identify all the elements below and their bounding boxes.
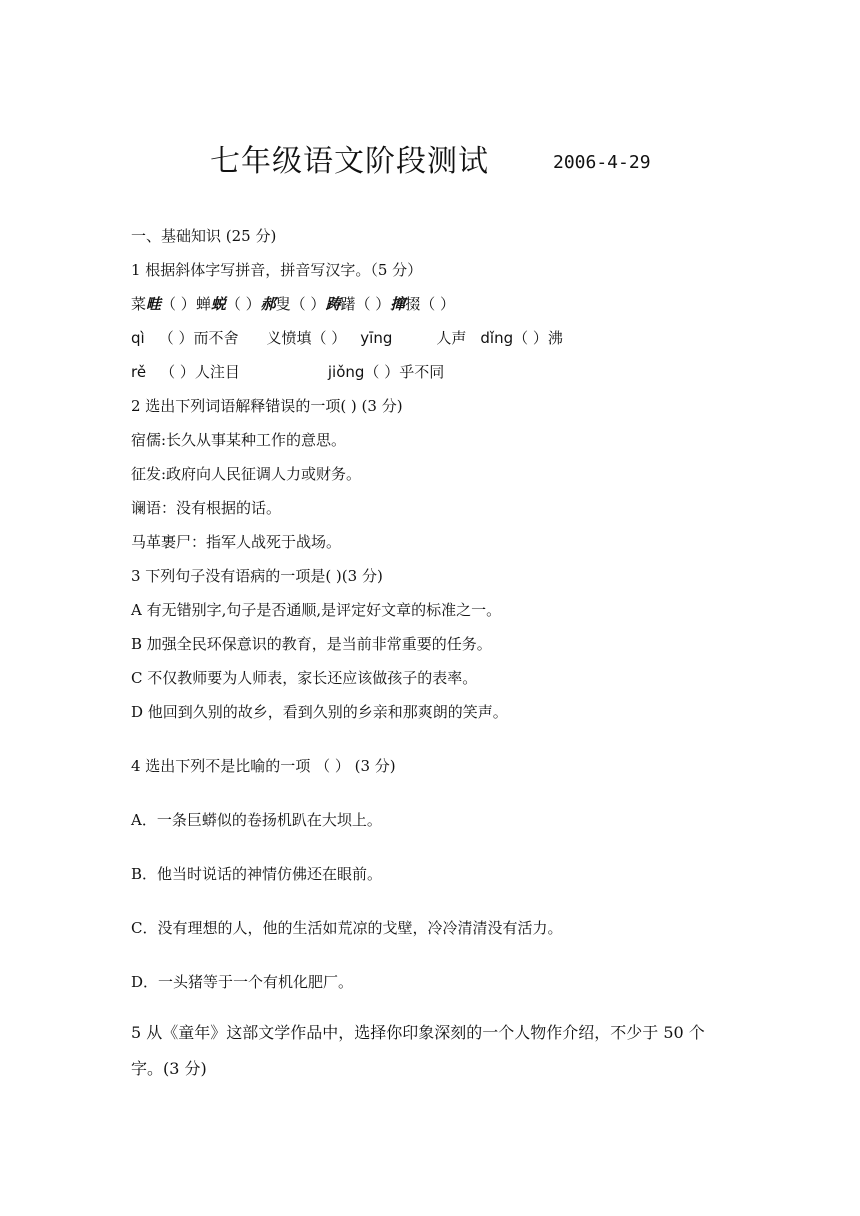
- q1-r1-c-suffix: 叟: [275, 295, 291, 313]
- q1-r3-a-blank: （ ）: [160, 363, 195, 381]
- question-2-item-text: 谰语：没有根据的话。: [131, 499, 282, 517]
- question-4-option-text: C．没有理想的人，他的生活如荒凉的戈壁，冷冷清清没有活力。: [131, 919, 563, 937]
- q1-r2-d-pinyin: dǐng: [480, 329, 514, 347]
- q1-r1-d-blank: （ ）: [355, 295, 391, 313]
- question-4-option-text: D．一头猪等于一个有机化肥厂。: [131, 973, 354, 991]
- question-3-prompt: [131, 564, 731, 598]
- question-4-prompt: [131, 754, 731, 808]
- section-heading-text: 一、基础知识 (25 分): [131, 227, 277, 245]
- section-basic-knowledge: [131, 224, 731, 1024]
- q1-r1-c-char: 郝: [260, 295, 276, 313]
- question-4-option: [131, 862, 731, 916]
- q1-r1-b-char: 蜕: [210, 295, 226, 313]
- question-3-option-text: A 有无错别字,句子是否通顺,是评定好文章的标准之一。: [131, 601, 502, 619]
- q1-r2-a-suffix: 而不舍: [193, 329, 239, 347]
- question-3-option: [131, 666, 731, 700]
- question-2-item-text: 征发:政府向人民征调人力或财务。: [131, 465, 362, 483]
- q1-r2-b-prefix: 义愤填: [266, 329, 312, 347]
- title-row: [0, 142, 860, 190]
- question-2-prompt-text: 2 选出下列词语解释错误的一项( ) (3 分): [131, 397, 403, 415]
- question-4-option-text: A．一条巨蟒似的卷扬机趴在大坝上。: [131, 811, 382, 829]
- q1-r2-a-blank: （ ）: [158, 329, 194, 347]
- q1-r2-d-blank: （ ）: [513, 329, 548, 347]
- q1-r2-d-suffix: 沸: [547, 329, 563, 347]
- question-3-option-text: B 加强全民环保意识的教育，是当前非常重要的任务。: [131, 635, 492, 653]
- question-1-row-1: [131, 292, 731, 326]
- page-title: 七年级语文阶段测试: [210, 144, 489, 179]
- question-4-prompt-text: 4 选出下列不是比喻的一项 （ ） (3 分): [131, 757, 396, 775]
- question-2-item-text: 宿儒:长久从事某种工作的意思。: [131, 431, 347, 449]
- question-2-item: [131, 496, 731, 530]
- test-date: 2006-4-29: [553, 152, 651, 173]
- question-2-item: [131, 530, 731, 564]
- question-3-option-text: C 不仅教师要为人师表，家长还应该做孩子的表率。: [131, 669, 478, 687]
- question-3-option: [131, 632, 731, 666]
- q1-r3-b-suffix: 乎不同: [399, 363, 445, 381]
- q1-r1-b-prefix: 蝉: [195, 295, 211, 313]
- question-2-item: [131, 462, 731, 496]
- question-4-option: [131, 808, 731, 862]
- q1-r2-a-pinyin: qì: [131, 329, 145, 347]
- q1-r1-e-suffix: 掇: [405, 295, 421, 313]
- q1-r1-b-blank: （ ）: [225, 295, 261, 313]
- question-1-prompt-text: 1 根据斜体字写拼音，拼音写汉字。（5 分）: [131, 261, 423, 279]
- question-5: [131, 1015, 731, 1087]
- q1-r1-a-char: 畦: [146, 295, 162, 313]
- q1-r1-c-blank: （ ）: [290, 295, 326, 313]
- q1-r3-a-pinyin: rě: [131, 363, 147, 381]
- question-5-prompt-text: 5 从《童年》这部文学作品中，选择你印象深刻的一个人物作介绍，不少于 50 个字。(3 分): [131, 1023, 705, 1078]
- question-1-row-2: [131, 326, 731, 360]
- question-2-item-text: 马革裹尸：指军人战死于战场。: [131, 533, 342, 551]
- question-3-option: [131, 700, 731, 734]
- question-2-item: [131, 428, 731, 462]
- q1-r1-d-char: 踌: [325, 295, 341, 313]
- q1-r3-b-pinyin: jiǒng: [327, 363, 365, 381]
- q1-r1-a-blank: （ ）: [161, 295, 196, 313]
- section-heading: [131, 224, 731, 258]
- question-4-option: [131, 916, 731, 970]
- question-4-option-text: B．他当时说话的神情仿佛还在眼前。: [131, 865, 383, 883]
- q1-r2-c-pinyin: yīng: [360, 329, 393, 347]
- q1-r3-b-blank: （ ）: [364, 363, 400, 381]
- q1-r2-b-blank: （ ）: [311, 329, 347, 347]
- q1-r1-d-suffix: 躇: [340, 295, 356, 313]
- q1-r2-c-suffix: 人声: [436, 329, 467, 347]
- question-3-option: [131, 598, 731, 632]
- q1-r1-e-blank: （ ）: [420, 295, 456, 313]
- q1-r3-a-suffix: 人注目: [194, 363, 240, 381]
- question-1-prompt: [131, 258, 731, 292]
- q1-r1-e-char: 撺: [390, 295, 406, 313]
- question-3-prompt-text: 3 下列句子没有语病的一项是( )(3 分): [131, 567, 383, 585]
- question-1-row-3: [131, 360, 731, 394]
- question-3-option-text: D 他回到久别的故乡，看到久别的乡亲和那爽朗的笑声。: [131, 703, 508, 721]
- question-2-prompt: [131, 394, 731, 428]
- q1-r1-a-prefix: 菜: [131, 295, 147, 313]
